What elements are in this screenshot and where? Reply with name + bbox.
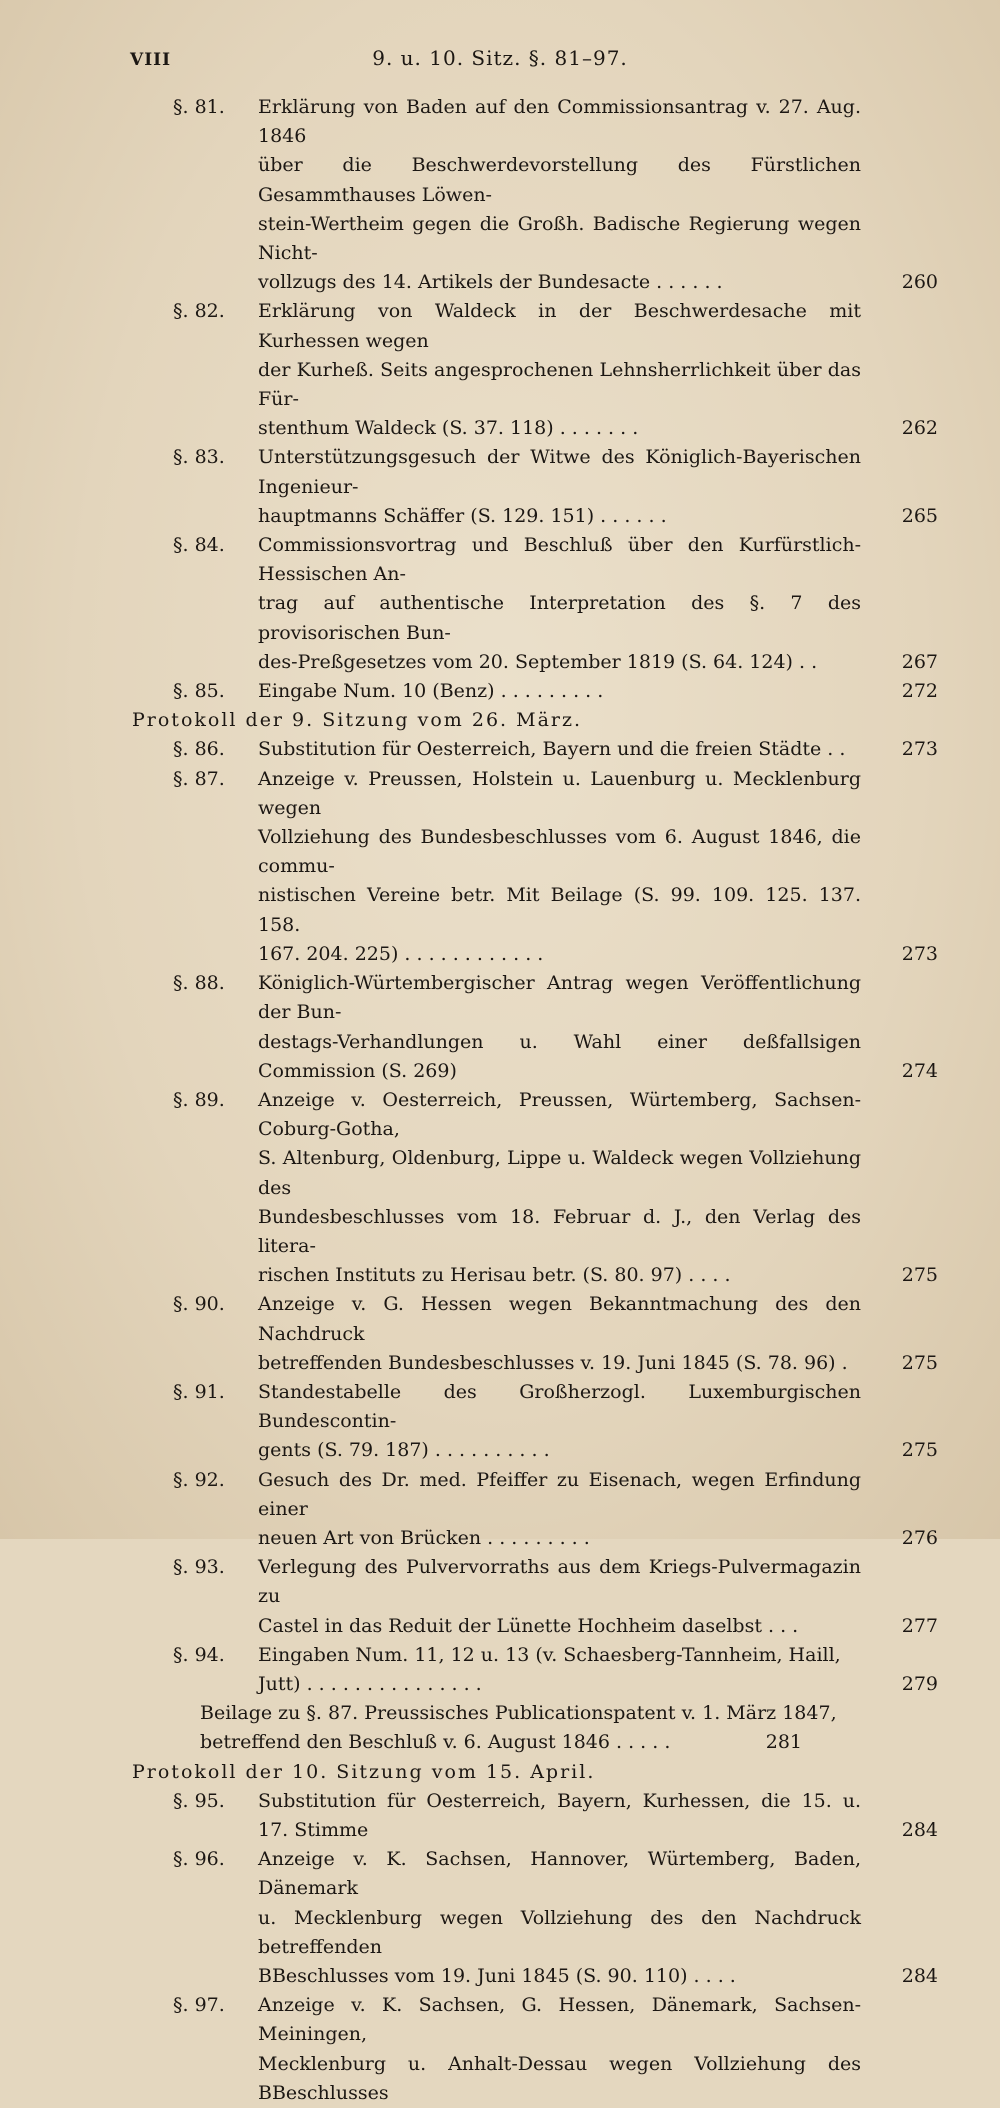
entry-line: stein-Wertheim gegen die Großh. Badische Regierung wegen Nicht-	[258, 212, 861, 265]
section-number: §. 85.	[173, 680, 225, 703]
toc-entry	[0, 1641, 1000, 1699]
section-number: §. 83.	[173, 446, 225, 469]
entry-text	[258, 1086, 861, 1290]
appendix-entry	[0, 1699, 864, 1757]
entry-line: Unterstützungsgesuch der Witwe des Königlich-Bayerischen Ingenieur-	[258, 446, 861, 498]
page-reference: 265	[901, 504, 938, 527]
entry-text	[258, 1641, 861, 1699]
entry-line: über die Beschwerdevorstellung des Fürstlichen Gesammthauses Löwen-	[258, 154, 861, 206]
entry-text	[258, 1290, 861, 1378]
entry-line: Commissionsvortrag und Beschluß über den Kurfürstlich-Hessischen An-	[258, 534, 861, 586]
section-number: §. 84.	[173, 534, 225, 557]
section-number: §. 82.	[173, 300, 225, 323]
entry-text	[258, 1466, 861, 1554]
section-number: §. 92.	[173, 1468, 225, 1491]
entry-line: Gesuch des Dr. med. Pfeiffer zu Eisenach, wegen Erfindung einer	[258, 1468, 861, 1520]
page-reference: 262	[901, 417, 938, 440]
toc-entry	[0, 1086, 1000, 1290]
entry-line: Eingabe Num. 10 (Benz) . . . . . . . . .	[258, 680, 604, 703]
entry-text	[258, 531, 861, 677]
entry-line: destags-Verhandlungen u. Wahl einer deßfallsigen Commission (S. 269)	[258, 1030, 861, 1082]
entry-text	[258, 1845, 861, 1991]
page-reference: 275	[901, 1439, 938, 1462]
entry-line: Jutt) . . . . . . . . . . . . . . .	[258, 1672, 482, 1695]
toc-entry	[0, 765, 1000, 969]
section-number: §. 87.	[173, 767, 225, 790]
page-reference: 277	[901, 1614, 938, 1637]
page-reference: 273	[901, 738, 938, 761]
section-number: §. 97.	[173, 1994, 225, 2017]
toc-entry	[0, 969, 1000, 1086]
entry-text	[258, 1787, 861, 1845]
entry-line: Standestabelle des Großherzogl. Luxemburgischen Bundescontin-	[258, 1380, 861, 1433]
entry-line: Eingaben Num. 11, 12 u. 13 (v. Schaesberg-Tannheim, Haill,	[258, 1643, 841, 1666]
entry-line: gents (S. 79. 187) . . . . . . . . . .	[258, 1439, 550, 1462]
entry-line: Verlegung des Pulvervorraths aus dem Kriegs-Pulvermagazin zu	[258, 1556, 861, 1608]
section-number: §. 81.	[173, 96, 225, 118]
page-reference: 267	[901, 650, 938, 673]
page-reference: 284	[901, 1818, 938, 1841]
protocol-heading: Protokoll der 10. Sitzung vom 15. April.	[132, 1760, 596, 1783]
toc-entry	[0, 1553, 1000, 1641]
entry-line: Anzeige v. Oesterreich, Preussen, Würtemberg, Sachsen-Coburg-Gotha,	[258, 1088, 861, 1141]
entry-line: Beilage zu §. 87. Preussisches Publicationspatent v. 1. März 1847,	[200, 1702, 837, 1725]
entry-line: betreffenden Bundesbeschlusses v. 19. Juni 1845 (S. 78. 96) .	[258, 1351, 848, 1374]
page-reference: 273	[901, 942, 938, 965]
entry-line: Vollziehung des Bundesbeschlusses vom 6. August 1846, die commu-	[258, 826, 861, 878]
entry-line: Anzeige v. Preussen, Holstein u. Lauenburg u. Mecklenburg wegen	[258, 767, 861, 819]
toc-entry	[0, 297, 1000, 443]
toc-entry	[0, 1466, 1000, 1554]
page-header	[0, 44, 1000, 74]
entry-line: Substitution für Oesterreich, Bayern und die freien Städte . .	[258, 738, 846, 761]
entry-text	[258, 1553, 861, 1641]
entry-line: Substitution für Oesterreich, Bayern, Kurhessen, die 15. u. 17. Stimme	[258, 1789, 861, 1841]
entry-line: Königlich-Würtembergischer Antrag wegen Veröffentlichung der Bun-	[258, 972, 861, 1024]
toc-entry	[0, 1991, 1000, 2108]
section-number: §. 89.	[173, 1088, 225, 1111]
entry-line: Anzeige v. G. Hessen wegen Bekanntmachung des den Nachdruck	[258, 1293, 861, 1345]
section-number: §. 94.	[173, 1643, 225, 1666]
page-reference: 272	[901, 680, 938, 703]
entry-text	[258, 1378, 861, 1466]
page-reference: 260	[901, 271, 938, 294]
entry-text	[258, 969, 861, 1086]
page-reference: 279	[901, 1672, 938, 1695]
entry-line: betreffend den Beschluß v. 6. August 1846 . . . . .	[200, 1731, 671, 1754]
entry-line: hauptmanns Schäffer (S. 129. 151) . . . . . .	[258, 504, 667, 527]
entry-text	[258, 765, 861, 969]
toc-entry	[0, 677, 1000, 706]
entry-line: Bundesbeschlusses vom 18. Februar d. J., den Verlag des litera-	[258, 1205, 861, 1257]
entry-text	[258, 443, 861, 531]
page-reference: 276	[901, 1526, 938, 1549]
toc-entry	[0, 93, 1000, 297]
section-number: §. 96.	[173, 1848, 225, 1871]
entry-line: nistischen Vereine betr. Mit Beilage (S. 99. 109. 125. 137. 158.	[258, 884, 861, 936]
entry-line: Castel in das Reduit der Lünette Hochheim daselbst . . .	[258, 1614, 799, 1637]
entry-line: der Kurheß. Seits angesprochenen Lehnsherrlichkeit über das Für-	[258, 358, 861, 411]
entry-line: Anzeige v. K. Sachsen, G. Hessen, Dänemark, Sachsen-Meiningen,	[258, 1994, 861, 2046]
entry-line: S. Altenburg, Oldenburg, Lippe u. Waldeck wegen Vollziehung des	[258, 1147, 861, 1199]
toc-entry	[0, 1845, 1000, 1991]
table-of-contents	[0, 93, 1000, 2108]
toc-entry	[0, 1290, 1000, 1378]
entry-text	[258, 735, 861, 764]
entry-line: 167. 204. 225) . . . . . . . . . . . .	[258, 942, 544, 965]
page-reference: 274	[901, 1059, 938, 1082]
entry-line: Mecklenburg u. Anhalt-Dessau wegen Vollziehung des BBeschlusses	[258, 2052, 861, 2104]
page-reference: 281	[765, 1731, 802, 1754]
toc-entry	[0, 443, 1000, 531]
page-reference: 284	[901, 1965, 938, 1987]
toc-entry	[0, 1378, 1000, 1466]
section-number: §. 86.	[173, 738, 225, 761]
entry-text	[258, 1991, 861, 2108]
page-reference: 275	[901, 1264, 938, 1287]
entry-line: stenthum Waldeck (S. 37. 118) . . . . . . .	[258, 417, 639, 440]
entry-line: Erklärung von Baden auf den Commissionsantrag v. 27. Aug. 1846	[258, 96, 861, 148]
entry-line: Anzeige v. K. Sachsen, Hannover, Würtemberg, Baden, Dänemark	[258, 1848, 861, 1900]
section-number: §. 88.	[173, 972, 225, 995]
toc-entry	[0, 1787, 1000, 1845]
entry-text	[258, 677, 861, 706]
folio-number: VIII	[130, 50, 172, 70]
entry-line: des-Preßgesetzes vom 20. September 1819 (S. 64. 124) . .	[258, 650, 818, 673]
entry-text	[258, 93, 861, 297]
page-reference: 275	[901, 1351, 938, 1374]
entry-line: vollzugs des 14. Artikels der Bundesacte . . . . . .	[258, 271, 723, 294]
toc-entry	[0, 531, 1000, 677]
entry-line: rischen Instituts zu Herisau betr. (S. 80. 97) . . . .	[258, 1264, 731, 1287]
entry-line: Erklärung von Waldeck in der Beschwerdesache mit Kurhessen wegen	[258, 300, 861, 352]
entry-line: u. Mecklenburg wegen Vollziehung des den Nachdruck betreffenden	[258, 1906, 861, 1958]
section-number: §. 93.	[173, 1556, 225, 1579]
toc-entry	[0, 735, 1000, 764]
entry-line: neuen Art von Brücken . . . . . . . . .	[258, 1526, 590, 1549]
section-number: §. 95.	[173, 1789, 225, 1812]
entry-line: BBeschlusses vom 19. Juni 1845 (S. 90. 110) . . . .	[258, 1965, 736, 1987]
section-number: §. 91.	[173, 1380, 225, 1403]
section-number: §. 90.	[173, 1293, 225, 1316]
protocol-heading: Protokoll der 9. Sitzung vom 26. März.	[132, 709, 583, 732]
entry-text	[258, 297, 861, 443]
entry-line: trag auf authentische Interpretation des §. 7 des provisorischen Bun-	[258, 592, 861, 644]
running-title: 9. u. 10. Sitz. §. 81–97.	[372, 46, 628, 70]
